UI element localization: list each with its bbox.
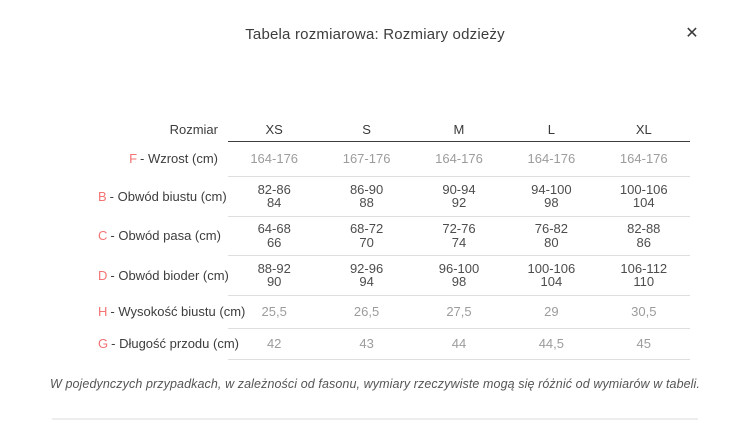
close-button[interactable]	[680, 22, 704, 46]
row-label-obwod-bioder	[98, 255, 228, 295]
measure-letter: B	[98, 188, 107, 204]
value-mid: 86	[636, 234, 652, 250]
value-range: 100-106	[527, 260, 576, 276]
column-header-s: S	[320, 118, 412, 141]
value-range: 92-96	[349, 260, 384, 276]
row-label-obwod-biustu	[98, 176, 228, 216]
value-range: 88-92	[257, 260, 291, 276]
size-value-cell	[505, 176, 597, 216]
row-label-text: - Obwód bioder (cm)	[110, 267, 229, 283]
size-value-cell	[320, 176, 412, 216]
measure-letter: D	[98, 267, 108, 283]
size-value-cell: 164-176	[228, 141, 320, 176]
table-row-bust-height	[98, 295, 690, 328]
size-value-cell: 26,5	[320, 295, 412, 328]
value-mid: 98	[451, 274, 467, 289]
size-value-cell: 43	[320, 328, 412, 359]
bottom-divider	[52, 418, 698, 420]
size-value-cell: 167-176	[320, 141, 412, 176]
size-value-cell	[228, 255, 320, 295]
size-table	[98, 118, 690, 360]
table-row-bust	[98, 176, 690, 216]
value-mid: 92	[451, 195, 467, 210]
row-label-dlugosc-przodu	[98, 328, 239, 359]
size-value-cell	[320, 216, 412, 255]
value-mid: 80	[544, 234, 559, 250]
size-value-cell: 29	[505, 295, 597, 328]
value-mid: 104	[632, 195, 655, 210]
value-range: 72-76	[442, 221, 476, 236]
value-mid: 84	[266, 195, 282, 210]
row-label-text: - Długość przodu (cm)	[111, 336, 239, 351]
size-value-cell	[413, 255, 505, 295]
value-range: 86-90	[349, 181, 384, 197]
row-label-text: - Obwód pasa (cm)	[110, 228, 221, 243]
size-value-cell	[505, 216, 597, 255]
value-mid: 94	[359, 274, 374, 289]
size-value-cell: 44,5	[505, 328, 597, 359]
column-header-xs: XS	[228, 118, 320, 141]
value-range: 82-88	[627, 221, 661, 236]
corner-header-rozmiar: Rozmiar	[169, 122, 218, 137]
row-label-obwod-pasa	[98, 216, 228, 255]
table-row-height	[98, 141, 690, 176]
measure-letter: C	[98, 228, 108, 243]
size-value-cell	[228, 176, 320, 216]
value-range: 90-94	[442, 181, 476, 197]
size-value-cell	[228, 216, 320, 255]
value-range: 82-86	[257, 181, 291, 197]
value-range: 96-100	[438, 260, 480, 276]
size-value-cell	[598, 216, 690, 255]
size-value-cell: 44	[413, 328, 505, 359]
value-mid: 98	[544, 195, 559, 210]
size-value-cell	[505, 255, 597, 295]
measure-letter: H	[98, 304, 108, 319]
measure-letter: G	[98, 336, 109, 351]
size-value-cell: 164-176	[413, 141, 505, 176]
value-mid: 70	[359, 234, 374, 250]
size-value-cell: 164-176	[505, 141, 597, 176]
column-header-l: L	[505, 118, 597, 141]
value-range: 94-100	[531, 181, 572, 197]
size-value-cell: 27,5	[413, 295, 505, 328]
disclaimer-note: W pojedynczych przypadkach, w zależności od fasonu, wymiary rzeczywiste mogą się różnić od wymiarów w tabeli.	[49, 377, 701, 391]
value-range: 64-68	[257, 221, 291, 236]
row-label-text: - Wysokość biustu (cm)	[110, 304, 246, 319]
row-label-wysokosc-biustu	[98, 295, 246, 328]
column-header-m: M	[413, 118, 505, 141]
value-mid: 88	[359, 195, 374, 210]
measure-letter: F	[129, 151, 138, 166]
size-value-cell: 30,5	[598, 295, 690, 328]
value-mid: 110	[633, 274, 655, 289]
column-header-xl: XL	[598, 118, 690, 141]
size-value-cell: 25,5	[228, 295, 320, 328]
table-row-hips	[98, 255, 690, 295]
value-range: 76-82	[534, 221, 568, 236]
table-row-waist	[98, 216, 690, 255]
table-header-row	[98, 118, 690, 141]
size-value-cell: 164-176	[598, 141, 690, 176]
size-value-cell	[320, 255, 412, 295]
size-value-cell	[598, 255, 690, 295]
row-label-text: - Obwód biustu (cm)	[109, 188, 227, 204]
row-label-text: - Wzrost (cm)	[140, 151, 218, 166]
value-range: 100-106	[619, 181, 668, 197]
table-row-front-length	[98, 328, 690, 359]
size-value-cell: 42	[228, 328, 320, 359]
close-icon: ✕	[685, 25, 699, 42]
size-value-cell	[598, 176, 690, 216]
value-range: 106-112	[620, 260, 668, 276]
value-mid: 104	[540, 274, 563, 289]
size-value-cell: 45	[598, 328, 690, 359]
row-label-wzrost	[98, 141, 228, 176]
value-mid: 66	[266, 234, 282, 250]
size-value-cell	[413, 216, 505, 255]
value-mid: 74	[451, 234, 467, 250]
dialog-title: Tabela rozmiarowa: Rozmiary odzieży	[245, 26, 505, 43]
value-range: 68-72	[349, 221, 384, 236]
value-mid: 90	[266, 274, 282, 289]
size-value-cell	[413, 176, 505, 216]
